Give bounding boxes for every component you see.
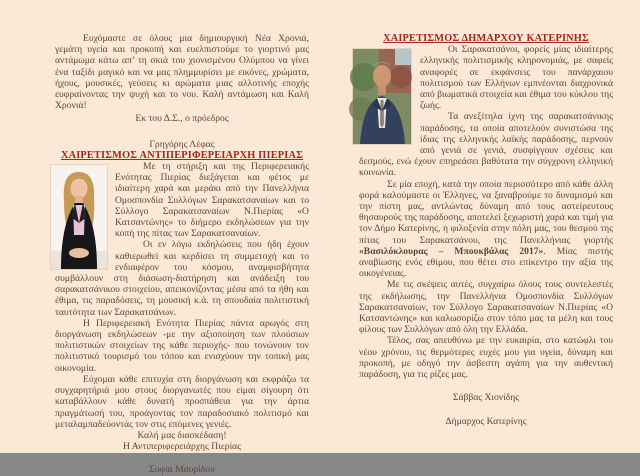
right-paragraph-1: Οι Σαρακατσάνοι, φορείς μίας ιδιαίτερης ελληνικής πολιτισμικής κληρονομιάς, με σαφείς αναφορές σε εκφάνσεις του πανάρχαιου πολιτισμού των Ελλήνων εμπνέονται διαχρονικά από βιωματικά στοιχεία και έθιμα του κύκλου της ζωής. — [420, 44, 613, 112]
left-paragraph-1: Με τη στήριξη και της Περιφερειακής Ενότητας Πιερίας διεξάγεται και φέτος με ιδιαίτερη χαρά και μεράκι από την Πανελλήνια Ομοσπονδία Συλλόγων Σαρακατσαναίων και το Σύλλογο Σαρακατσαναίων Ν.Πιερίας «Ο Κατσαντώνης» το διήμερο εκδηλώσεων για την κοπή της πίτας των Σαρακατσαναίων. — [115, 161, 309, 240]
board-signoff: Εκ του Δ.Σ., ο πρόεδρος — [135, 113, 229, 125]
feast-text-after: . Μίας πιστής αναβίωσης ενός εθίμου, που θέτει στο επίκεντρο την αξία της οικογένειας. — [359, 245, 613, 280]
right-paragraph-5: Τέλος, σας απευθύνω με την ευκαιρία, στο κατώφλι του νέου χρόνου, τις θερμότερες ευχές μου για υγεία, δύναμη και προκοπή, με οδηγό την άσβεστη αγάπη για την αυθεντική παράδοση, για τις ρίζες μας. — [359, 335, 613, 381]
dimarchos-portrait-photo — [352, 48, 412, 145]
left-closing-title: Η Αντιπεριφερειάρχης Πιερίας — [122, 441, 241, 453]
left-greeting-heading: ΧΑΙΡΕΤΙΣΜΟΣ ΑΝΤΙΠΕΡΙΦΕΡΕΙΑΡΧΗ ΠΙΕΡΙΑΣ — [60, 149, 304, 161]
right-greeting-heading: ΧΑΙΡΕΤΙΣΜΟΣ ΔΗΜΑΡΧΟΥ ΚΑΤΕΡΙΝΗΣ — [383, 33, 589, 44]
left-signature-name: Σοφία Μαυρίδου — [149, 464, 215, 476]
man-portrait-illustration — [353, 49, 411, 144]
right-column — [359, 33, 613, 427]
right-paragraph-3 — [359, 179, 613, 280]
intro-paragraph: Ευχόμαστε σε όλους μια δημιουργική Νέα Χρονιά, γεμάτη υγεία και προκοπή και ευελπιστούμε το γιορτινό μας αντάμωμα κάτω απ’ τη σκιά του χιονισμένου Ολύμπου να γίνει ένα ταξίδι μαγικό και να μας πλημμυρίσει με εικόνες, χρώματα, ήχους, μουσικές, γεύσεις κι αρώματα μιας αλλοτινής εποχής ευφραίνοντας την ψυχή και το νου. Καλή αντάμωση και Καλή Χρονιά! — [55, 33, 309, 112]
board-president-name: Γρηγόρης Λέφας — [149, 138, 215, 150]
left-paragraph-3: Η Περιφερειακή Ενότητα Πιερίας πάντα αρωγός στη διοργάνωση εκδηλώσεων -με την αξιοποίηση των πλούσιων πολιτιστικών στοιχείων της κάθε περιοχής- που τονώνουν τον πολιτιστικό τουρισμό του τόπου και ενισχύουν την τοπική μας οικονομία. — [55, 317, 309, 374]
woman-portrait-illustration — [51, 165, 107, 269]
right-paragraph-2: Τα ανεξίτηλα ίχνη της σαρακατσάνικης παράδοσης, τα οποία αποτελούν συνιστώσα της ίδιας της ελληνικής λαϊκής παράδοσης, περνούν από γενιά σε γενιά, συσφίγγουν σχέσεις και δεσμούς, ενώ έχουν επηρεάσει βαθύτατα την σύγχρονη ελληνική κοινωνία. — [359, 111, 613, 179]
left-paragraph-2: Οι εν λόγω εκδηλώσεις που ήδη έχουν καθιερωθεί και κερδίσει τη συμμετοχή και το ενδιαφέρον του κόσμου, αναμφισβήτητα συμβάλλουν στη διάσωση-διατήρηση και ανάδειξη του σαρακατσάνικου στοιχείου, απεικονίζοντας μέσα από τα ήθη και έθιμα, τις παραδόσεις, τη μουσική κ.ά. τη σπουδαία πολιτιστική ταυτότητα των Σαρακατσάνων. — [55, 239, 309, 318]
left-paragraph-4: Εύχομαι κάθε επιτυχία στη διοργάνωση και εκφράζω τα συγχαρητήριά μου στους διοργανωτές που είμαι σίγουρη ότι καταβάλλουν κάθε δυνατή προσπάθεια για την άρτια πραγμάτωσή του, προάγοντας τον παραδοσιακό πολιτισμό και μεταλαμπαδεύοντάς τον στις επόμενες γενιές. — [55, 373, 309, 430]
right-signature-title: Δήμαρχος Κατερίνης — [445, 415, 527, 427]
right-paragraph-4: Με τις σκέψεις αυτές, συγχαίρω όλους τους συντελεστές της εκδήλωσης, την Πανελλήνια Ομοσπονδία Συλλόγων Σαρακατσαναίων, τον Σύλλογο Σαρακατσαναίων Ν.Πιερίας «Ο Κατσαντώνης» και καλωσορίζω στον τόπο μας τα μέλη και τους φίλους των Συλλόγων από όλη την Ελλάδα. — [359, 279, 613, 336]
left-column — [55, 33, 309, 476]
feast-text-before: Σε μία εποχή, κατά την οποία περισσότερο από κάθε άλλη φορά καλούμαστε οι Έλληνες, να ξαναβρούμε το δυναμισμό και την πίστη μας, αντλώντας δύναμη από τους αστείρευτους θησαυρούς της παράδοσης, αποτελεί ξεχωριστή χαρά και τιμή για τον Δήμο Κατερίνης, η φιλοξενία στην πόλη μας, του θεσμού της πίτας του Σαρακατσάνου, της Πανελλήνιας γιορτής — [359, 178, 613, 246]
right-greeting-body — [359, 44, 613, 380]
left-greeting-body — [55, 161, 309, 430]
right-signature-name: Σάββας Χιονίδης — [452, 392, 520, 404]
left-closing-wish: Καλή μας διασκέδαση! — [137, 429, 227, 441]
feast-event-name: «Βασιλόκλουρας – Μπουκβάλας 2017» — [359, 245, 544, 257]
antiperifereiarchis-portrait-photo — [50, 164, 108, 270]
